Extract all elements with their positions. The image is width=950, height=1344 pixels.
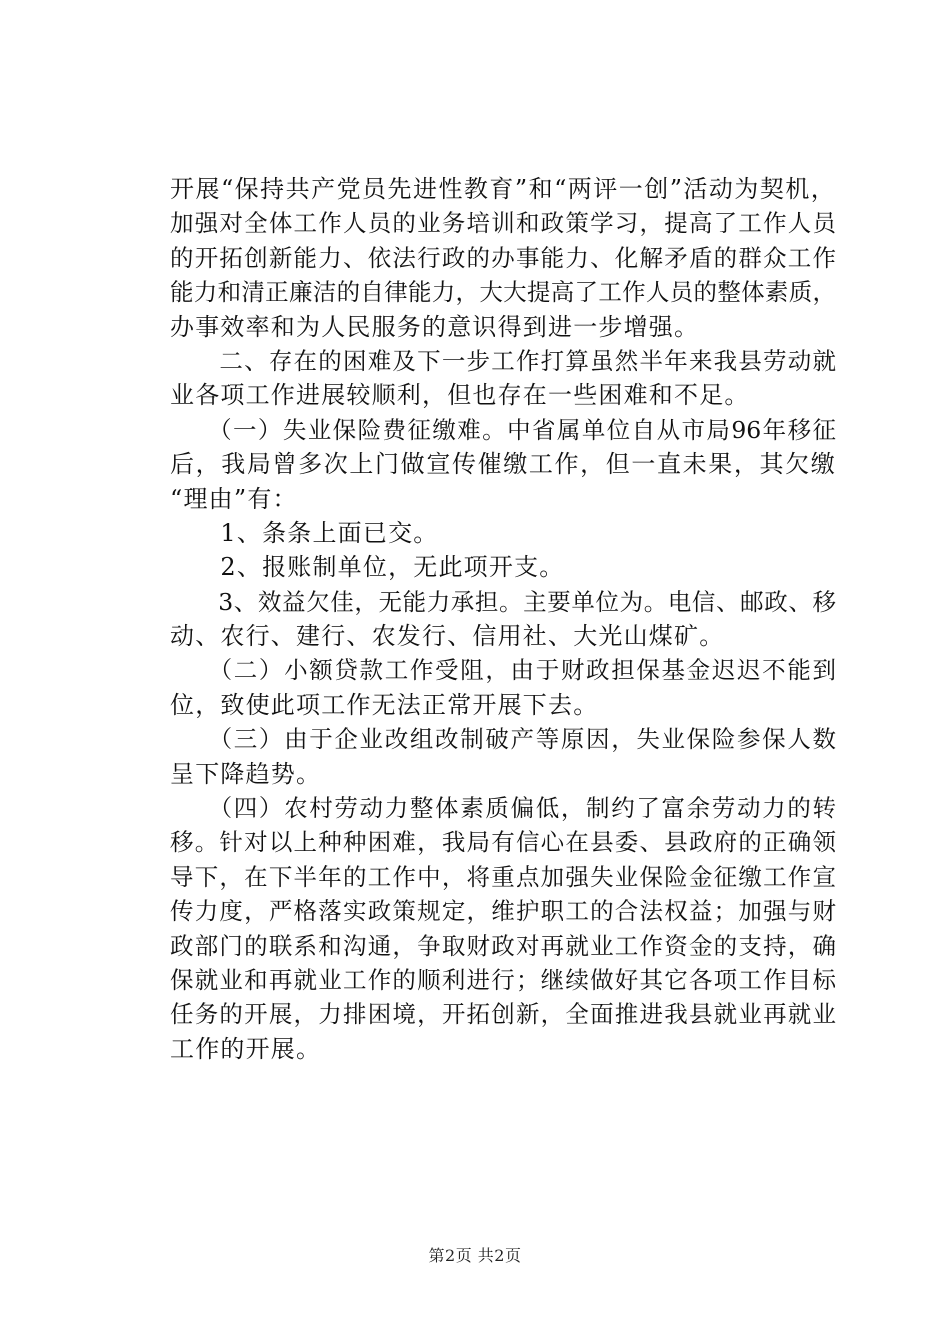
text-line: 工作的开展。 [170,1034,322,1063]
text-line: 二、存在的困难及下一步工作打算虽然半年来我县劳动就 [170,346,836,375]
text-line: 3、效益欠佳，无能力承担。主要单位为。电信、邮政、移 [170,587,836,616]
text-line: 传力度，严格落实政策规定，维护职工的合法权益；加强与财 [170,897,836,926]
text-line: 保就业和再就业工作的顺利进行；继续做好其它各项工作目标 [170,965,836,994]
text-line: 的开拓创新能力、依法行政的办事能力、化解矛盾的群众工作 [170,243,836,272]
document-body [170,172,836,1066]
text-line: 移。针对以上种种困难，我局有信心在县委、县政府的正确领 [170,828,836,857]
text-line: 呈下降趋势。 [170,759,322,788]
text-line: 2、报账制单位，无此项开支。 [170,553,565,582]
text-line: （一）失业保险费征缴难。中省属单位自从市局96年移征 [170,415,836,444]
text-line: 办事效率和为人民服务的意识得到进一步增强。 [170,312,700,341]
text-line: 位，致使此项工作无法正常开展下去。 [170,690,599,719]
text-line: 后，我局曾多次上门做宣传催缴工作，但一直未果，其欠缴 [170,450,836,479]
text-line: 业各项工作进展较顺利，但也存在一些困难和不足。 [170,381,750,410]
text-line: 任务的开展，力排困境，开拓创新，全面推进我县就业再就业 [170,1000,836,1029]
text-line: 能力和清正廉洁的自律能力，大大提高了工作人员的整体素质， [170,278,836,307]
page-footer: 第2页 共2页 [428,1246,522,1265]
text-line: 开展“保持共产党员先进性教育”和“两评一创”活动为契机， [170,175,836,203]
text-line: （四）农村劳动力整体素质偏低，制约了富余劳动力的转 [170,794,836,823]
text-line: 政部门的联系和沟通，争取财政对再就业工作资金的支持，确 [170,931,836,960]
text-line: 动、农行、建行、农发行、信用社、大光山煤矿。 [170,622,725,651]
text-line: （三）由于企业改组改制破产等原因，失业保险参保人数 [170,725,836,754]
text-line: 加强对全体工作人员的业务培训和政策学习，提高了工作人员 [170,209,836,238]
text-line: 1、条条上面已交。 [170,518,439,547]
text-line: （二）小额贷款工作受阻，由于财政担保基金迟迟不能到 [170,656,836,685]
text-line: 导下，在下半年的工作中，将重点加强失业保险金征缴工作宣 [170,862,836,891]
text-line: “理由”有： [170,484,298,513]
